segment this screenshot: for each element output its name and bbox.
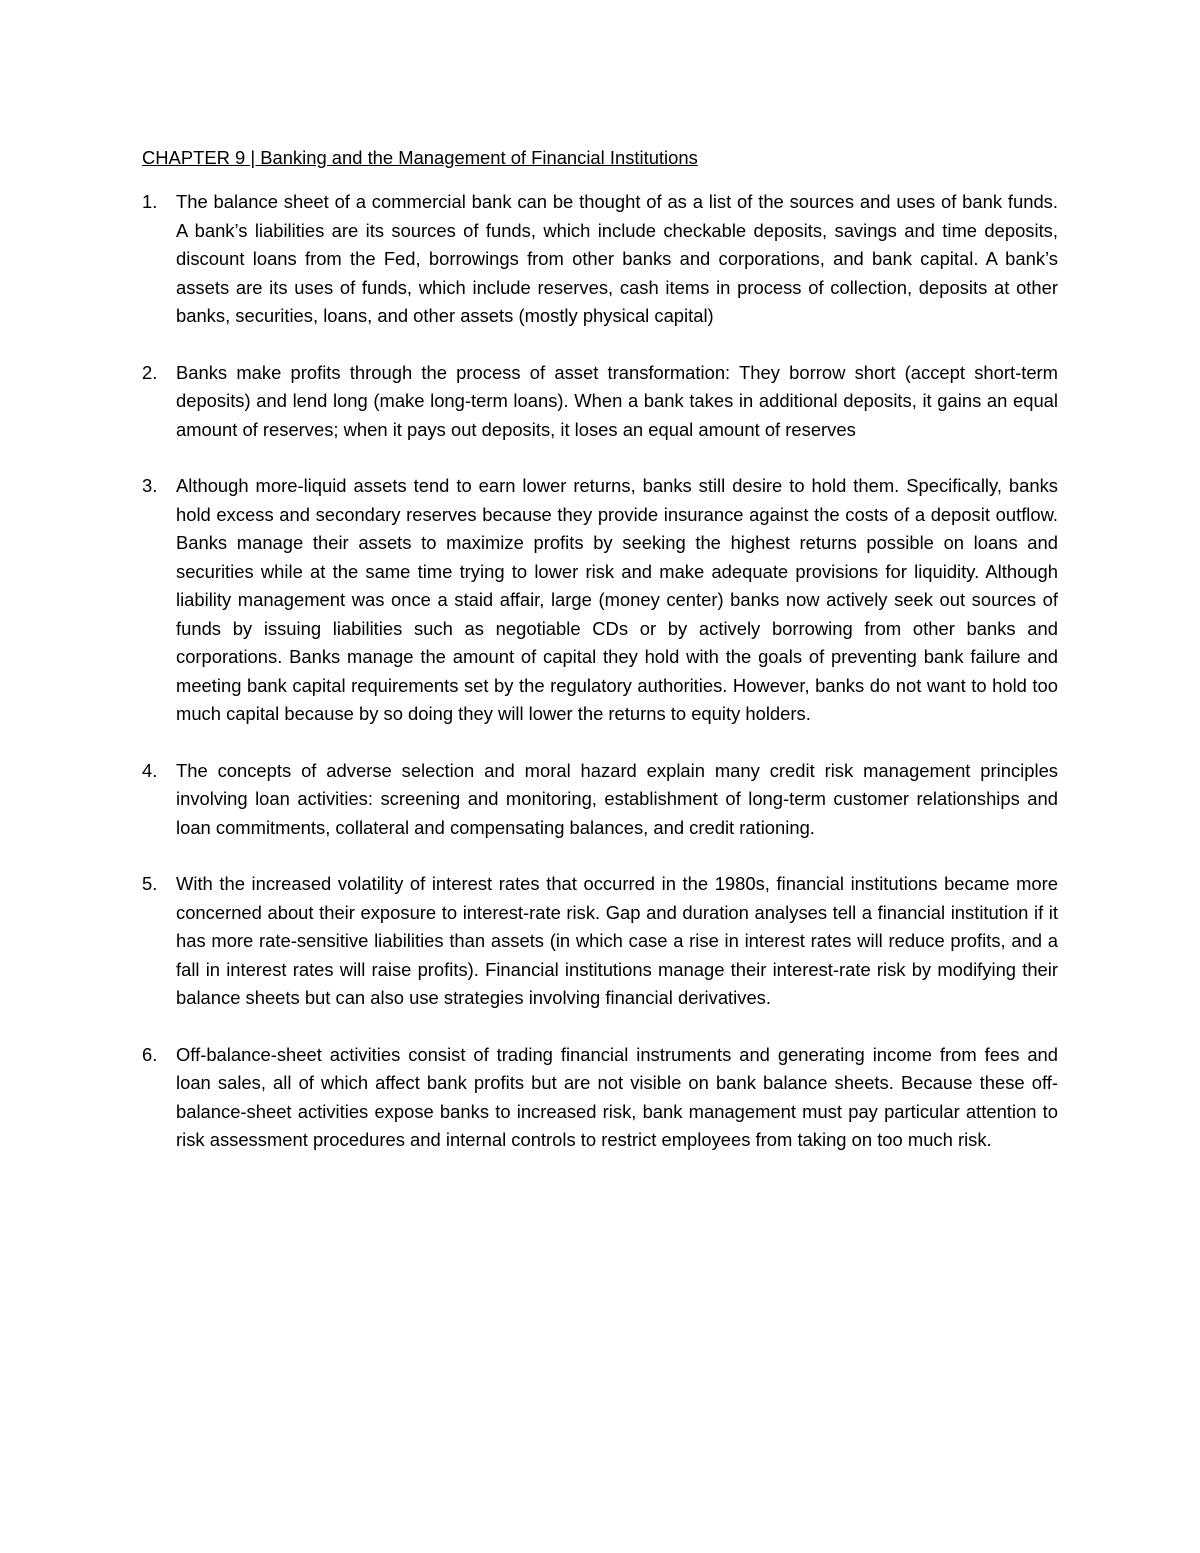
list-item <box>142 188 1058 331</box>
item-text: The concepts of adverse selection and moral hazard explain many credit risk management principles involving loan activities: screening and monitoring, establishment of long-term customer relationships and loan commitments, collateral and compensating balances, and credit rationing. <box>176 759 1058 838</box>
item-number: 3. <box>142 475 158 496</box>
summary-list <box>142 188 1058 1183</box>
item-number: 2. <box>142 361 158 383</box>
list-item <box>142 870 1058 1013</box>
item-text: Although more-liquid assets tend to earn lower returns, banks still desire to hold them. Specifically, banks hold excess and secondary reserves because they provide insurance against the costs of a deposit outflow. Banks manage their assets to maximize profits by seeking the highest returns possible on loans and securities while at the same time trying to lower risk and make adequate provisions for liquidity. Although liability management was once a staid affair, large (money center) banks now actively seek out sources of funds by issuing liabilities such as negotiable CDs or by actively borrowing from other banks and corporations. Banks manage the amount of capital they hold with the goals of preventing bank failure and meeting bank capital requirements set by the regulatory authorities. However, banks do not want to hold too much capital because by so doing they will lower the returns to equity holders. <box>176 475 1058 724</box>
item-text: The balance sheet of a commercial bank can be thought of as a list of the sources and uses of bank funds. A bank’s liabilities are its sources of funds, which include checkable deposits, savings and time deposits, discount loans from the Fed, borrowings from other banks and corporations, and bank capital. A bank’s assets are its uses of funds, which include reserves, cash items in process of collection, deposits at other banks, securities, loans, and other assets (mostly physical capital) <box>176 191 1058 326</box>
item-number: 4. <box>142 759 158 781</box>
item-text: Off-balance-sheet activities consist of trading financial instruments and generating income from fees and loan sales, all of which affect bank profits but are not visible on bank balance sheets. Because these off-balance-sheet activities expose banks to increased risk, bank management must pay particular attention to risk assessment procedures and internal controls to restrict employees from taking on too much risk. <box>176 1043 1058 1150</box>
chapter-title: CHAPTER 9 | Banking and the Management of Financial Institutions <box>142 147 698 168</box>
list-item <box>142 757 1058 843</box>
list-item <box>142 359 1058 445</box>
item-number: 1. <box>142 191 158 212</box>
list-item <box>142 472 1058 729</box>
list-item <box>142 1041 1058 1155</box>
item-number: 6. <box>142 1043 158 1065</box>
item-text: With the increased volatility of interest rates that occurred in the 1980s, financial institutions became more concerned about their exposure to interest-rate risk. Gap and duration analyses tell a financial institution if it has more rate-sensitive liabilities than assets (in which case a rise in interest rates will reduce profits, and a fall in interest rates will raise profits). Financial institutions manage their interest-rate risk by modifying their balance sheets but can also use strategies involving financial derivatives. <box>176 873 1058 1008</box>
item-number: 5. <box>142 873 158 894</box>
item-text: Banks make profits through the process of asset transformation: They borrow short (accept short-term deposits) and lend long (make long-term loans). When a bank takes in additional deposits, it gains an equal amount of reserves; when it pays out deposits, it loses an equal amount of reserves <box>176 361 1058 440</box>
